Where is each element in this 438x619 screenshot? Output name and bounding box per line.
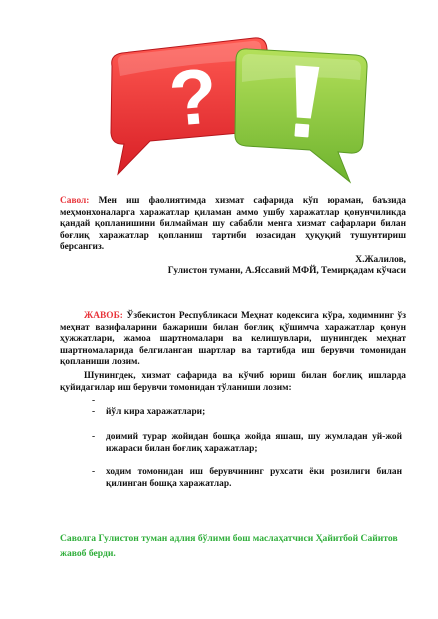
bullet: - (92, 407, 96, 417)
list-item-text: доимий турар жойидан бошқа жойда яшаш, шу жумладан уй-жой ижараси билан боғлиқ харажатлар; (106, 432, 402, 454)
list-item (92, 407, 402, 419)
answer-text: Ўзбекистон Республикаси Меҳнат кодексига кўра, ходимнинг ўз меҳнат вазифаларини бажариши билан боғлиқ қўшимча харажатлар қонун ҳужжатлари, жамоа шартномалари ва келишувлари, шунингдек меҳнат шартномаларида белгиланган шартлар ва тартибда иш берувчи томонидан қопланиши лозим. (60, 311, 406, 368)
question-text: Мен иш фаолиятимда хизмат сафарида кўп юраман, баъзида меҳмонхоналарга харажатлар қиламан аммо ушбу харажатлар қонунчиликда қандай қопланишини билмайман шу сабабли менга хизмат сафарлари билан боғлиқ харажатлар қопланиш тартиби юзасидан ҳуқуқий тушунтириш берсангиз. (60, 196, 406, 253)
speech-bubbles-illustration (0, 0, 438, 200)
bullet: - (92, 467, 96, 477)
question-address: Гулистон тумани, А.Яссавий МФЙ, Темирқадам кўчаси (167, 266, 406, 276)
answer-paragraph-2: Шунингдек, хизмат сафарида ва кўчиб юриш билан боғлиқ ишларда қуйидагилар иш берувчи томонидан тўланиши лозим: (60, 371, 406, 393)
answer-paragraph (60, 311, 406, 369)
exclamation-bubble-icon (235, 49, 367, 182)
question-paragraph (60, 196, 406, 254)
footer-credit: Саволга Гулистон туман адлия бўлими бош маслаҳатчиси Ҳайитбой Сайитов жавоб берди. (60, 533, 398, 559)
list-item-text: ходим томонидан иш берувчининг рухсати ёки розилиги билан қилинган бошқа харажатлар. (106, 467, 402, 489)
question-author: Х.Жалилов, (355, 255, 406, 265)
question-label: Савол: (60, 196, 90, 206)
bullet: - (92, 396, 96, 406)
answer-label: ЖАВОБ: (84, 311, 123, 321)
bullet: - (92, 432, 96, 442)
svg-text:?: ? (165, 51, 221, 143)
list-item (92, 467, 402, 490)
list-item (92, 432, 402, 455)
list-item-text: йўл кира харажатлари; (106, 407, 206, 417)
